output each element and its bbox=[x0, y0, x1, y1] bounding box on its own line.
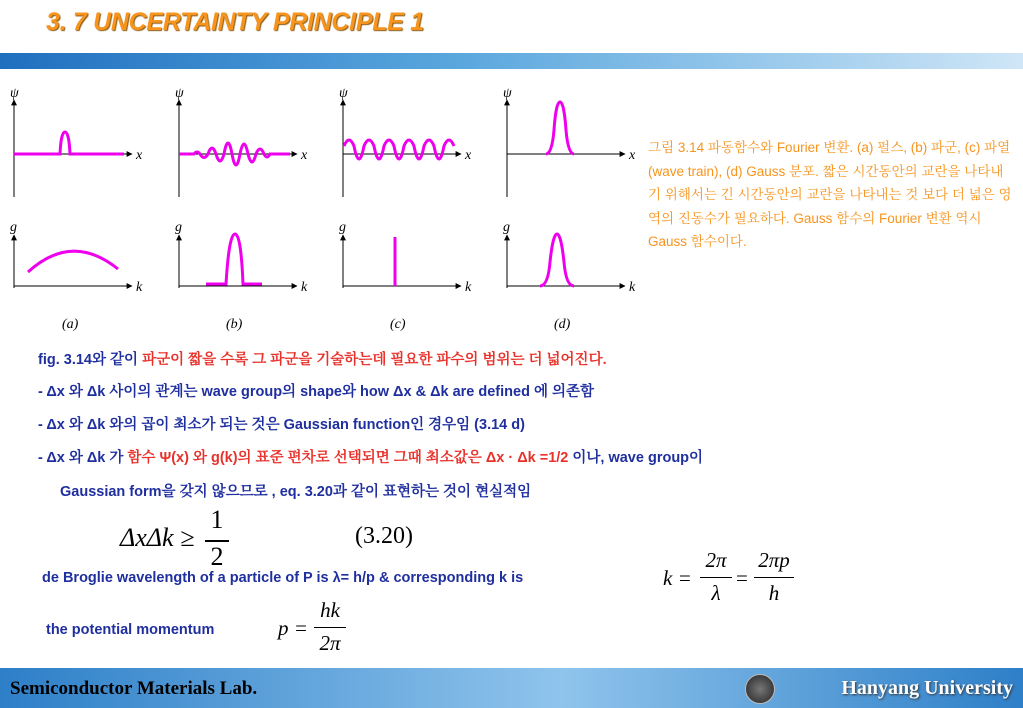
k-denominator-1: λ bbox=[711, 581, 721, 605]
line-4-prefix: - Δx 와 Δk 가 bbox=[38, 450, 128, 466]
line-4-suffix: 이나, wave group이 bbox=[568, 450, 704, 466]
line-1-prefix: fig. 3.14와 같이 bbox=[38, 352, 143, 368]
momentum-text: the potential momentum bbox=[46, 622, 215, 638]
text-line-4 bbox=[38, 446, 703, 467]
g-label: g bbox=[339, 220, 346, 235]
narrow-spectrum-curve bbox=[206, 234, 262, 284]
eq-320-numerator: 1 bbox=[210, 505, 224, 534]
text-line-1 bbox=[38, 348, 607, 369]
gaussian-curve bbox=[546, 102, 574, 154]
line-1-highlight: 파군이 짧을 수록 그 파군을 기술하는데 필요한 파수의 범위는 더 넓어진다. bbox=[142, 352, 607, 368]
line-4-highlight: 함수 Ψ(x) 와 g(k)의 표준 편차로 선택되면 그때 최소값은 Δx · Δk =1/2 bbox=[127, 450, 569, 466]
eq-320-label: (3.20) bbox=[355, 523, 413, 549]
text-line-2: - Δx 와 Δk 사이의 관계는 wave group의 shape와 how Δx & Δk are defined 에 의존함 bbox=[38, 384, 595, 400]
x-label: x bbox=[465, 148, 472, 163]
psi-label: ψ bbox=[175, 86, 184, 101]
k-denominator-2: h bbox=[768, 581, 780, 605]
header-bar bbox=[0, 53, 1023, 69]
g-label: g bbox=[503, 220, 510, 235]
k-label: k bbox=[136, 280, 143, 295]
gaussian-spectrum-curve bbox=[540, 234, 574, 286]
p-fraction-bar bbox=[314, 627, 346, 628]
lab-name: Semiconductor Materials Lab. bbox=[10, 678, 258, 699]
panel-c-label: (c) bbox=[390, 317, 406, 332]
panel-d-label: (d) bbox=[554, 317, 571, 332]
p-denominator: 2π bbox=[319, 631, 341, 655]
k-fraction-bar-2 bbox=[754, 577, 794, 578]
psi-label: ψ bbox=[339, 86, 348, 101]
p-equals: p = bbox=[278, 616, 308, 640]
k-numerator-1: 2π bbox=[705, 548, 727, 572]
page-title: 3. 7 UNCERTAINTY PRINCIPLE 1 bbox=[46, 8, 424, 36]
fourier-figure bbox=[0, 80, 650, 340]
k-label: k bbox=[301, 280, 308, 295]
text-line-5: Gaussian form을 갖지 않으므로 , eq. 3.20과 같이 표현하는 것이 현실적임 bbox=[60, 484, 532, 500]
p-numerator: hk bbox=[320, 598, 340, 622]
eq-320-denominator: 2 bbox=[210, 542, 224, 571]
university-seal-icon bbox=[745, 674, 775, 704]
broad-spectrum-curve bbox=[28, 251, 118, 272]
eq-320-lhs: ΔxΔk ≥ bbox=[120, 523, 195, 552]
g-label: g bbox=[175, 220, 182, 235]
figure-caption: 그림 3.14 파동함수와 Fourier 변환. (a) 펄스, (b) 파군, (c) 파열(wave train), (d) Gauss 분포. 짧은 시간동안의 교란을 나타내기 위해서는 긴 시간동안의 교란을 나타내는 것 보다 더 넓은 영역의 진동수가 필요하다. Gauss 함수의 Fourier 변환 역시 Gauss 함수이다. bbox=[648, 140, 1012, 249]
panel-a-label: (a) bbox=[62, 317, 79, 332]
k-label: k bbox=[629, 280, 636, 295]
psi-label: ψ bbox=[10, 86, 19, 101]
wave-train-curve bbox=[344, 140, 454, 159]
debroglie-text: de Broglie wavelength of a particle of P is λ= h/p & corresponding k is bbox=[42, 570, 524, 586]
x-label: x bbox=[301, 148, 308, 163]
panel-b-label: (b) bbox=[226, 317, 243, 332]
g-label: g bbox=[10, 220, 17, 235]
university-name: Hanyang University bbox=[841, 677, 1013, 699]
k-equals: k = bbox=[663, 566, 692, 590]
k-label: k bbox=[465, 280, 472, 295]
text-line-3: - Δx 와 Δk 와의 곱이 최소가 되는 것은 Gaussian function인 경우임 (3.14 d) bbox=[38, 417, 525, 433]
k-numerator-2: 2πp bbox=[758, 548, 790, 572]
psi-label: ψ bbox=[503, 86, 512, 101]
k-equals-2: = bbox=[736, 566, 748, 590]
pulse-curve bbox=[14, 132, 124, 154]
x-label: x bbox=[629, 148, 636, 163]
x-label: x bbox=[136, 148, 143, 163]
k-fraction-bar-1 bbox=[700, 577, 732, 578]
